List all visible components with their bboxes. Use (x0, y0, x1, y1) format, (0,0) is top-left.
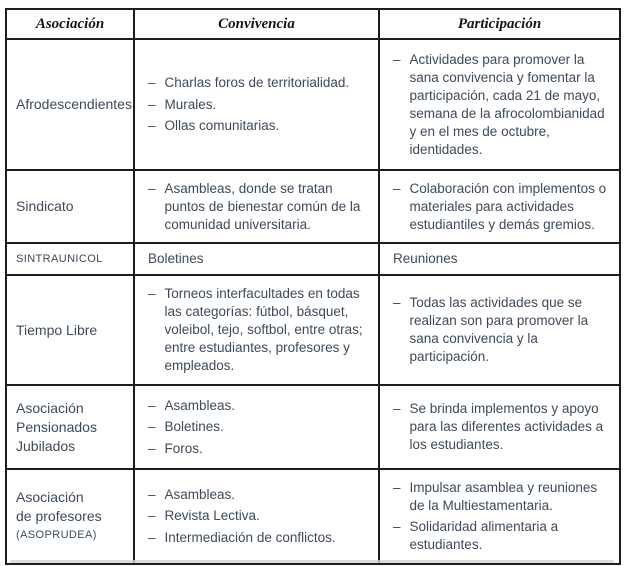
dash-bullet: – (148, 440, 156, 456)
bullet-item (148, 440, 372, 458)
bullet-text: Actividades para promover la sana convivencia y fomentar la participación, cada 21 de mayo, semana de la afrocolombianidad y en el mes de octubre, identidades. (409, 51, 605, 157)
bullet-text: Boletines. (164, 419, 224, 434)
dash-bullet: – (148, 96, 156, 112)
convivencia-cell (134, 170, 379, 243)
bullet-text: Charlas foros de territorialidad. (164, 75, 350, 90)
bullet-item (148, 397, 372, 415)
association-label: Sindicato (16, 198, 74, 214)
bullet-item (148, 529, 372, 547)
table-body (6, 39, 620, 564)
bullet-item (148, 418, 372, 436)
dash-bullet: – (148, 118, 156, 133)
bullet-text: Todas las actividades que se realizan son para promover la sana convivencia y la participación. (409, 295, 589, 364)
dash-bullet: – (148, 486, 156, 502)
participacion-cell (379, 170, 620, 243)
association-label: SINTRAUNICOL (16, 252, 103, 265)
bullet-item (148, 180, 372, 234)
header-convivencia: Convivencia (134, 9, 379, 39)
participacion-cell (379, 385, 620, 469)
header-asociacion: Asociación (6, 9, 134, 39)
participacion-cell (379, 469, 620, 564)
bullet-item (393, 180, 613, 234)
associations-table (5, 8, 621, 565)
association-cell (6, 170, 134, 243)
header-participacion: Participación (379, 9, 620, 39)
cell-text: Reuniones (393, 251, 458, 266)
participacion-cell (379, 243, 620, 275)
bullet-text: Revista Lectiva. (164, 508, 260, 524)
bullet-item (148, 486, 372, 504)
bullet-text: Foros. (164, 440, 203, 456)
association-label: Asociación (16, 488, 84, 505)
association-label: de profesores (16, 507, 102, 524)
association-cell (6, 275, 134, 385)
association-label: Asociación (16, 399, 84, 416)
convivencia-cell (134, 469, 379, 564)
association-cell (6, 243, 134, 275)
bullet-item (148, 96, 372, 114)
cell-text: Boletines (148, 251, 204, 266)
association-label: Pensionados (16, 418, 97, 435)
bullet-text: Ollas comunitarias. (164, 118, 280, 133)
dash-bullet: – (393, 479, 401, 495)
bullet-text: Asambleas. (164, 486, 236, 502)
table-row (6, 170, 620, 243)
participacion-cell (379, 275, 620, 385)
association-label: Jubilados (16, 437, 76, 454)
table-row (6, 469, 620, 564)
association-cell (6, 39, 134, 170)
dash-bullet: – (148, 180, 156, 196)
dash-bullet: – (393, 519, 401, 534)
participacion-cell (379, 39, 620, 170)
table-row (6, 385, 620, 469)
bullet-text: Murales. (164, 96, 217, 112)
dash-bullet: – (148, 397, 156, 413)
bullet-item (148, 507, 372, 525)
scan-shadow (10, 560, 614, 563)
table-row (6, 243, 620, 275)
bullet-item (148, 74, 372, 92)
header-row (6, 9, 620, 39)
convivencia-cell (134, 243, 379, 275)
bullet-text: Intermediación de conflictos. (164, 529, 336, 545)
convivencia-cell (134, 275, 379, 385)
bullet-item (393, 51, 613, 159)
bullet-item (393, 479, 613, 515)
convivencia-cell (134, 385, 379, 469)
association-cell (6, 469, 134, 564)
bullet-item (393, 294, 613, 366)
bullet-text: Impulsar asamblea y reuniones de la Multiestamentaria. (409, 479, 598, 513)
association-cell (6, 385, 134, 469)
bullet-text: Solidaridad alimentaria a estudiantes. (409, 519, 559, 552)
dash-bullet: – (393, 401, 401, 416)
dash-bullet: – (148, 508, 156, 524)
dash-bullet: – (393, 295, 401, 310)
association-label: Tiempo Libre (16, 321, 98, 338)
bullet-text: Colaboración con implementos o materiales para actividades estudiantiles y demás gremios. (409, 180, 607, 232)
dash-bullet: – (148, 75, 156, 90)
bullet-text: Asambleas. (164, 397, 236, 413)
dash-bullet: – (148, 529, 156, 545)
association-label: (ASOPRUDEA) (16, 528, 97, 541)
bullet-item (148, 117, 372, 135)
table-row (6, 275, 620, 385)
bullet-text: Se brinda implementos y apoyo para las diferentes actividades a los estudiantes. (409, 401, 604, 452)
table-row (6, 39, 620, 170)
bullet-item (393, 518, 613, 554)
convivencia-cell (134, 39, 379, 170)
dash-bullet: – (393, 180, 401, 196)
dash-bullet: – (393, 51, 401, 67)
association-label: Afrodescendientes (16, 96, 132, 112)
dash-bullet: – (148, 419, 156, 434)
dash-bullet: – (148, 286, 156, 301)
bullet-text: Torneos interfacultades en todas las categorías: fútbol, básquet, voleibol, tejo, softbol, entre otras; entre estudiantes, profesores y empleados. (164, 286, 363, 373)
bullet-item (393, 400, 613, 454)
bullet-text: Asambleas, donde se tratan puntos de bienestar común de la comunidad universitaria. (164, 180, 361, 232)
bullet-item (148, 285, 372, 375)
